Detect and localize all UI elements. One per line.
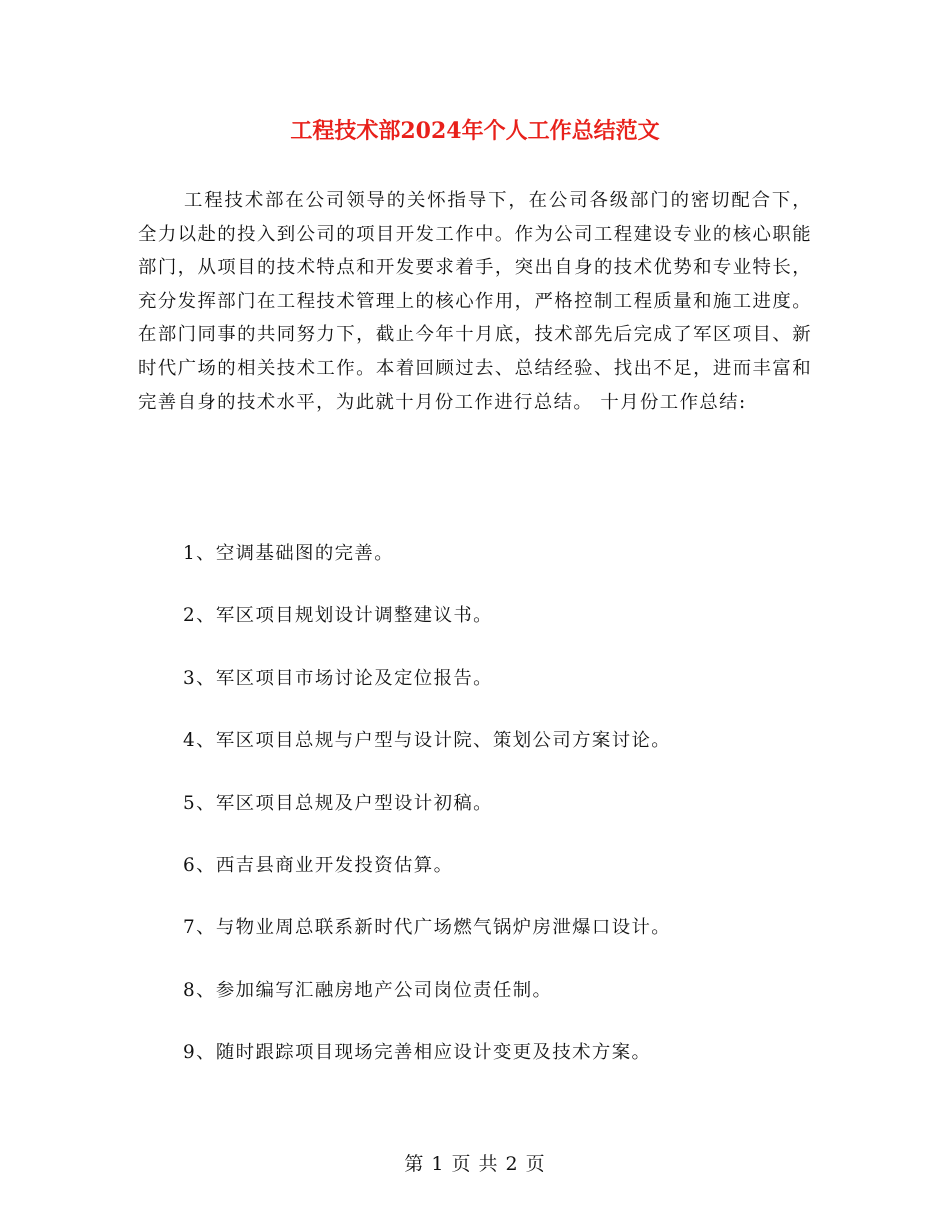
list-item: 2、军区项目规划设计调整建议书。 (183, 605, 493, 627)
list-item: 5、军区项目总规及户型设计初稿。 (183, 792, 493, 814)
list-item: 1、空调基础图的完善。 (183, 543, 395, 564)
page-footer (0, 1150, 950, 1178)
intro-paragraph: 工程技术部在公司领导的关怀指导下，在公司各级部门的密切配合下，全力以赴的投入到公司的项目开发工作中。作为公司工程建设专业的核心职能部门，从项目的技术特点和开发要求着手，突出自身的技术优势和专业特长， 充分发挥部门在工程技术管理上的核心作用，严格控制工程质量和施工进度。 在部门同事的共同努力下，截止今年十月底，技术部先后完成了军区项目、新时代广场的相关技术工作。本着回顾过去、总结经验、找出不足，进而丰富和完善自身的技术水平，为此就十月份工作进行总结。 十月份工作总结: (138, 190, 812, 413)
list-item: 3、军区项目市场讨论及定位报告。 (183, 667, 493, 689)
page-number-label: 第 1 页 共 2 页 (404, 1153, 546, 1175)
list-item: 8、参加编写汇融房地产公司岗位责任制。 (183, 979, 553, 1001)
work-item-list (183, 537, 671, 1099)
list-item: 4、军区项目总规与户型与设计院、策划公司方案讨论。 (183, 730, 672, 752)
list-item: 7、与物业周总联系新时代广场燃气锅炉房泄爆口设计。 (183, 917, 672, 939)
document-title: 工程技术部2024年个人工作总结范文 (290, 118, 660, 144)
list-item: 6、西吉县商业开发投资估算。 (183, 854, 454, 876)
list-item: 9、随时跟踪项目现场完善相应设计变更及技术方案。 (183, 1042, 652, 1064)
